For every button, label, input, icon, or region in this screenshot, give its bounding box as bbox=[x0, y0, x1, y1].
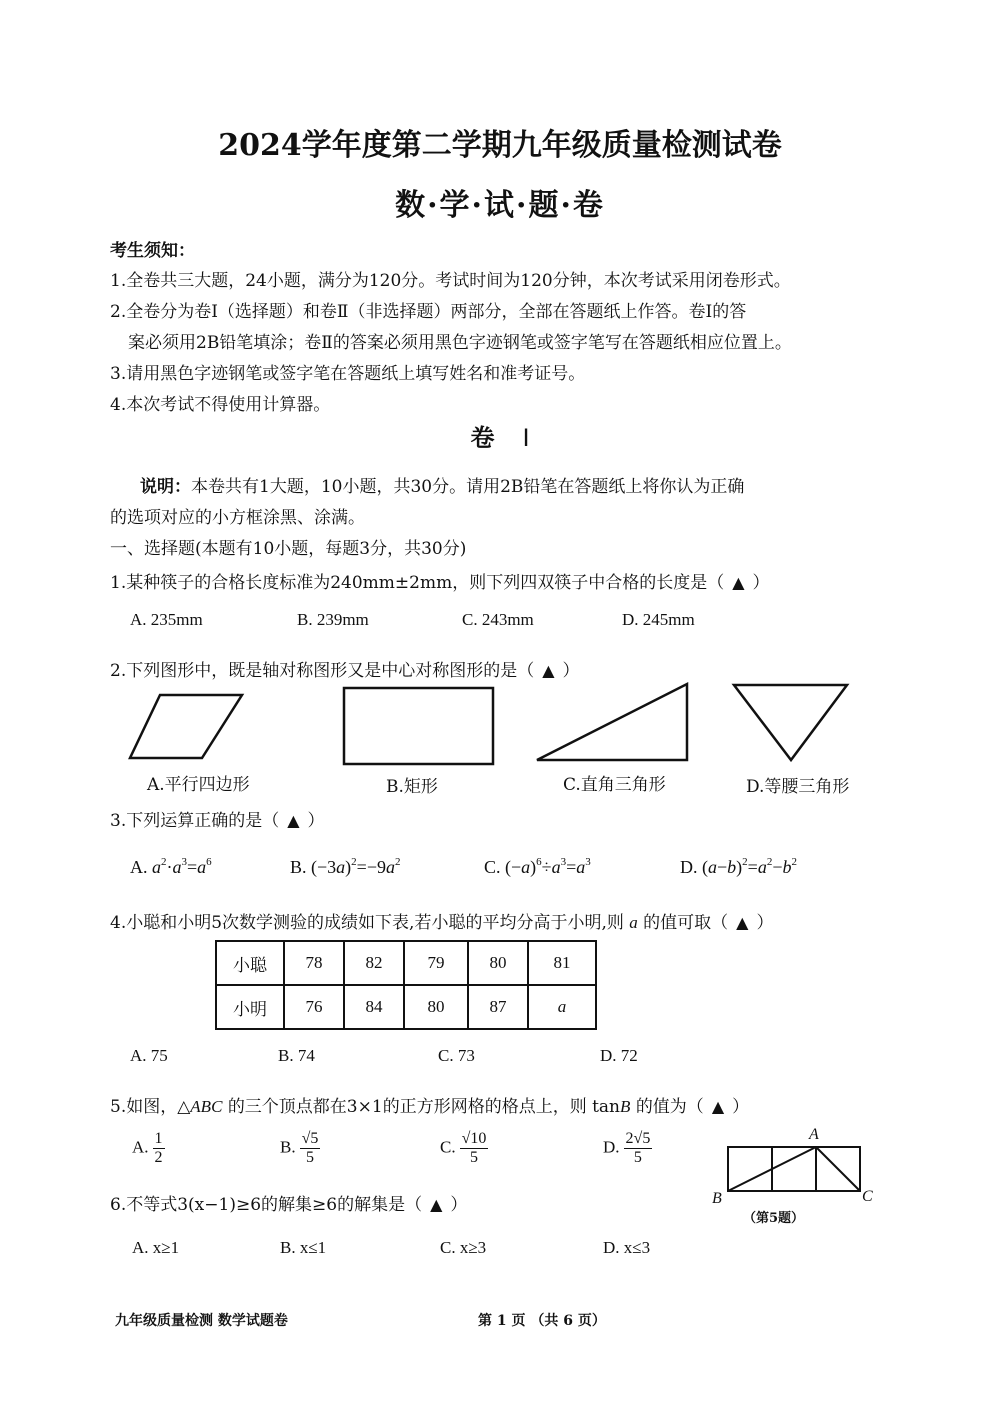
q3-option-c[interactable]: C. $(-a)^6\div a^3=a^3$ bbox=[484, 856, 591, 877]
answer-triangle-icon: ▲ bbox=[732, 573, 745, 592]
question-4-stem bbox=[110, 908, 773, 933]
scores-table bbox=[215, 940, 597, 1030]
close-paren: ） bbox=[732, 1097, 750, 1117]
answer-triangle-icon: ▲ bbox=[430, 1195, 443, 1214]
section-roman: Ⅰ bbox=[522, 426, 530, 452]
notice-item-2-cont: 案必须用2B铅笔填涂；卷Ⅱ的答案必须用黑色字迹钢笔或签字笔写在答题纸相应位置上。 bbox=[128, 333, 792, 353]
notice-item-4: 4.本次考试不得使用计算器。 bbox=[110, 395, 331, 415]
fraction bbox=[460, 1130, 489, 1167]
notice-item-1: 1.全卷共三大题，24小题，满分为120分。考试时间为120分钟，本次考试采用闭卷形式。 bbox=[110, 271, 791, 291]
q2-option-b[interactable]: B.矩形 bbox=[386, 777, 438, 797]
q3-text: 3.下列运算正确的是（ bbox=[110, 811, 280, 831]
q4-option-c[interactable]: C. 73 bbox=[438, 1046, 475, 1065]
option-letter: B. bbox=[290, 857, 307, 877]
q4-text-b: 的值可取（ bbox=[643, 913, 729, 933]
q1-option-b[interactable]: B. 239mm bbox=[297, 610, 369, 629]
q6-option-d[interactable]: D. x≤3 bbox=[603, 1238, 651, 1257]
numerator: √10 bbox=[461, 1130, 487, 1147]
option-letter: D. bbox=[680, 857, 698, 877]
rectangle-shape bbox=[344, 688, 493, 764]
q2-option-d[interactable]: D.等腰三角形 bbox=[746, 777, 850, 797]
vertex-b-label: B bbox=[712, 1190, 722, 1207]
table-cell: 80 bbox=[404, 985, 468, 1029]
close-paren: ） bbox=[752, 573, 770, 593]
explain-label: 说明： bbox=[140, 477, 191, 497]
table-cell: 79 bbox=[404, 941, 468, 985]
fraction bbox=[624, 1130, 653, 1167]
notice-heading: 考生须知： bbox=[110, 241, 195, 261]
vertex-c-label: C bbox=[862, 1188, 873, 1205]
table-cell: 82 bbox=[344, 941, 404, 985]
table-row bbox=[216, 985, 596, 1029]
q5-angle: B bbox=[620, 1097, 631, 1116]
figure-caption: （第5题） bbox=[743, 1211, 805, 1226]
q4-option-b[interactable]: B. 74 bbox=[278, 1046, 315, 1065]
numerator: 2√5 bbox=[625, 1130, 651, 1147]
parallelogram-shape bbox=[130, 695, 242, 758]
exam-subtitle: 数·学·试·题·卷 bbox=[395, 188, 605, 223]
q5-triangle-name: ABC bbox=[190, 1097, 223, 1116]
q1-option-d[interactable]: D. 245mm bbox=[622, 610, 695, 629]
question-5-stem bbox=[110, 1092, 749, 1117]
fraction bbox=[153, 1130, 165, 1167]
numerator: √5 bbox=[301, 1130, 319, 1147]
q1-option-c[interactable]: C. 243mm bbox=[462, 610, 534, 629]
denominator: 5 bbox=[469, 1149, 478, 1166]
vertex-a-label: A bbox=[809, 1126, 819, 1143]
denominator: 5 bbox=[633, 1149, 642, 1166]
q5-option-d[interactable] bbox=[603, 1130, 652, 1167]
explain-line-1: 本卷共有1大题，10小题，共30分。请用2B铅笔在答题纸上将你认为正确 bbox=[191, 477, 745, 497]
denominator: 5 bbox=[305, 1149, 314, 1166]
q5-text-c: 的值为（ bbox=[635, 1097, 704, 1117]
answer-triangle-icon: ▲ bbox=[542, 661, 555, 680]
segment-ac bbox=[816, 1147, 860, 1191]
table-cell: 78 bbox=[284, 941, 344, 985]
q4-text-a: 4.小聪和小明5次数学测验的成绩如下表,若小聪的平均分高于小明,则 bbox=[110, 913, 624, 933]
question-6-stem bbox=[110, 1190, 467, 1215]
notice-item-2: 2.全卷分为卷Ⅰ（选择题）和卷Ⅱ（非选择题）两部分，全部在答题纸上作答。卷Ⅰ的答 bbox=[110, 302, 747, 322]
table-cell: 76 bbox=[284, 985, 344, 1029]
close-paren: ） bbox=[450, 1195, 468, 1215]
table-cell: a bbox=[528, 985, 596, 1029]
q5-option-b[interactable] bbox=[280, 1130, 320, 1167]
section-label: 卷 bbox=[470, 423, 495, 452]
q5-option-a[interactable] bbox=[132, 1130, 165, 1167]
q3-option-a[interactable]: A. $a^2\cdot a^3=a^6$ bbox=[130, 856, 212, 877]
answer-triangle-icon: ▲ bbox=[711, 1097, 725, 1116]
table-cell: 小聪 bbox=[216, 941, 284, 985]
explain-line-2: 的选项对应的小方框涂黑、涂满。 bbox=[110, 508, 365, 528]
option-letter: B. bbox=[280, 1137, 296, 1157]
question-3-stem bbox=[110, 806, 325, 831]
q3-option-b[interactable]: B. $(-3a)^2=-9a^2$ bbox=[290, 856, 401, 877]
q1-text: 1.某种筷子的合格长度标准为240mm±2mm，则下列四双筷子中合格的长度是（ bbox=[110, 573, 725, 593]
q4-option-a[interactable]: A. 75 bbox=[130, 1046, 168, 1065]
table-cell: 80 bbox=[468, 941, 528, 985]
q4-option-d[interactable]: D. 72 bbox=[600, 1046, 638, 1065]
table-cell: 81 bbox=[528, 941, 596, 985]
table-cell: 87 bbox=[468, 985, 528, 1029]
q3-option-d[interactable]: D. $(a-b)^2=a^2-b^2$ bbox=[680, 856, 797, 877]
denominator: 2 bbox=[154, 1149, 163, 1166]
q6-option-c[interactable]: C. x≥3 bbox=[440, 1238, 487, 1257]
option-letter: D. bbox=[603, 1137, 620, 1157]
isosceles-triangle-shape bbox=[734, 685, 847, 760]
answer-triangle-icon: ▲ bbox=[287, 811, 300, 830]
exam-title: 2024学年度第二学期九年级质量检测试卷 bbox=[218, 128, 782, 163]
footer-page-number: 第 1 页 （共 6 页） bbox=[478, 1313, 606, 1329]
option-letter: C. bbox=[440, 1137, 456, 1157]
q6-text: 6.不等式3(x−1)≥6的解集≥6的解集是（ bbox=[110, 1195, 423, 1215]
footer-left: 九年级质量检测 数学试题卷 bbox=[115, 1313, 288, 1329]
notice-item-3: 3.请用黑色字迹钢笔或签字笔在答题纸上填写姓名和准考证号。 bbox=[110, 364, 586, 384]
numerator: 1 bbox=[154, 1130, 163, 1147]
part-title: 一、选择题(本题有10小题，每题3分，共30分) bbox=[110, 539, 467, 559]
table-cell: 84 bbox=[344, 985, 404, 1029]
right-triangle-shape bbox=[537, 684, 687, 760]
q2-option-a[interactable]: A.平行四边形 bbox=[147, 775, 250, 795]
q1-option-a[interactable]: A. 235mm bbox=[130, 610, 203, 629]
table-row bbox=[216, 941, 596, 985]
table-cell: 小明 bbox=[216, 985, 284, 1029]
q4-var: a bbox=[629, 913, 638, 932]
q5-text-a: 5.如图，△ bbox=[110, 1097, 191, 1117]
q2-option-c[interactable]: C.直角三角形 bbox=[563, 775, 666, 795]
q5-text-b: 的三个顶点都在3×1的正方形网格的格点上，则 tan bbox=[227, 1097, 621, 1117]
fraction bbox=[300, 1130, 321, 1167]
q6-option-a[interactable]: A. x≥1 bbox=[132, 1238, 180, 1257]
option-letter: A. bbox=[132, 1137, 149, 1157]
q2-text: 2.下列图形中，既是轴对称图形又是中心对称图形的是（ bbox=[110, 661, 535, 681]
answer-triangle-icon: ▲ bbox=[736, 913, 749, 932]
option-letter: A. bbox=[130, 857, 148, 877]
close-paren: ） bbox=[307, 811, 325, 831]
q6-option-b[interactable]: B. x≤1 bbox=[280, 1238, 327, 1257]
option-letter: C. bbox=[484, 857, 501, 877]
close-paren: ） bbox=[756, 913, 774, 933]
q5-option-c[interactable] bbox=[440, 1130, 488, 1167]
close-paren: ） bbox=[562, 661, 580, 681]
